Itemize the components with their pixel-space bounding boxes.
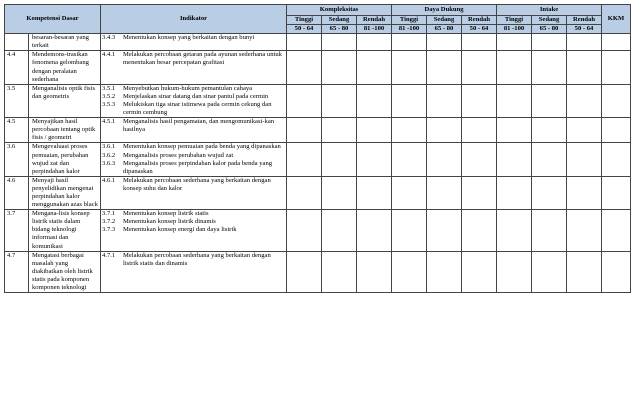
kkm-cell: [602, 118, 631, 143]
kd-number: 4.4: [5, 51, 29, 84]
score-cell: [322, 176, 357, 209]
score-cell: [322, 143, 357, 176]
indikator-text: Menentukan konsep yang berkaitan dengan bunyi: [123, 34, 255, 42]
table-body: [5, 34, 631, 293]
indikator-item: [102, 177, 285, 193]
score-cell: [357, 51, 392, 84]
score-cell: [497, 34, 532, 51]
score-cell: [532, 210, 567, 251]
indikator-number: 4.6.1: [102, 176, 116, 184]
kd-number: [5, 34, 29, 51]
score-cell: [322, 51, 357, 84]
level-label: Tinggi: [287, 16, 322, 25]
score-cell: [427, 51, 462, 84]
indikator-number: 3.5.3: [102, 100, 116, 108]
indikator-text: Melakukan percobaan sederhana yang berkaitan dengan listrik statis dan dinamis: [123, 251, 271, 267]
score-cell: [357, 84, 392, 117]
score-cell: [357, 118, 392, 143]
indikator-text: Menentukan konsep pemuaian pada benda yang dipanaskan: [123, 143, 281, 151]
indikator-text: Menentukan konsep listrik statis: [123, 210, 209, 218]
indikator-text: Menganalisis proses perpindahan kalor pada benda yang dipanaskan: [123, 159, 273, 175]
score-cell: [567, 51, 602, 84]
indikator-text: Melukiskan tiga sinar istimewa pada cermin cekung dan cermin cembung: [123, 100, 272, 117]
score-cell: [357, 34, 392, 51]
kd-description: Mendemons-trasikan fenomena gelombang dengan peralatan sederhana: [29, 51, 101, 84]
indikator-text: Menyebutkan hukum-hukum pemantulan cahaya: [123, 84, 253, 92]
table-row: [5, 210, 631, 251]
indikator-item: [102, 252, 285, 268]
indikator-cell: [101, 143, 287, 176]
indikator-number: 4.5.1: [102, 118, 116, 126]
kd-number: 3.5: [5, 84, 29, 117]
kkm-cell: [602, 143, 631, 176]
indikator-item: [102, 85, 285, 93]
table-row: [5, 118, 631, 143]
header-kompetensi-dasar: Kompetensi Dasar: [5, 5, 101, 34]
indikator-text: Menentukan konsep energi dan daya listrik: [123, 226, 237, 234]
table-row: [5, 84, 631, 117]
indikator-number: 3.6.2: [102, 151, 116, 159]
score-cell: [322, 210, 357, 251]
kkm-table: [4, 4, 631, 293]
kd-description: Menyaji hasil penyelidikan mengenai perpindahan kalor menggunakan azas black: [29, 176, 101, 209]
score-cell: [532, 118, 567, 143]
kd-description: Menyajikan hasil percobaan tentang optik fisis / geometri: [29, 118, 101, 143]
range-label: 65 - 80: [427, 25, 462, 34]
header-indikator: Indikator: [101, 5, 287, 34]
score-cell: [427, 143, 462, 176]
score-cell: [322, 84, 357, 117]
score-cell: [532, 51, 567, 84]
indikator-item: [102, 51, 285, 67]
table-row: [5, 51, 631, 84]
score-cell: [462, 118, 497, 143]
score-cell: [392, 84, 427, 117]
score-cell: [392, 210, 427, 251]
kd-description: Mengatasi berbagai masalah yang diakibatkan oleh listrik statis pada komponen komponen teknologi: [29, 251, 101, 292]
score-cell: [322, 251, 357, 292]
score-cell: [322, 118, 357, 143]
header-intake: Intake: [497, 5, 602, 16]
indikator-item: [102, 152, 285, 160]
score-cell: [427, 84, 462, 117]
indikator-number: 3.6.3: [102, 159, 116, 167]
score-cell: [357, 210, 392, 251]
score-cell: [462, 251, 497, 292]
score-cell: [322, 34, 357, 51]
score-cell: [427, 176, 462, 209]
level-label: Sedang: [427, 16, 462, 25]
score-cell: [462, 34, 497, 51]
indikator-item: [102, 160, 285, 176]
range-label: 50 - 64: [567, 25, 602, 34]
table-row: [5, 143, 631, 176]
header-daya-dukung: Daya Dukung: [392, 5, 497, 16]
table-header: [5, 5, 631, 34]
score-cell: [392, 34, 427, 51]
score-cell: [567, 143, 602, 176]
score-cell: [462, 84, 497, 117]
score-cell: [392, 176, 427, 209]
indikator-number: 3.5.2: [102, 92, 116, 100]
score-cell: [532, 251, 567, 292]
kkm-cell: [602, 176, 631, 209]
indikator-number: 3.5.1: [102, 84, 116, 92]
range-label: 81 -100: [497, 25, 532, 34]
score-cell: [462, 176, 497, 209]
score-cell: [392, 251, 427, 292]
indikator-text: Melakukan percobaan sederhana yang berkaitan dengan konsep suhu dan kalor: [123, 176, 271, 192]
score-cell: [427, 251, 462, 292]
indikator-text: Menganalisis proses perubahan wujud zat: [123, 151, 234, 159]
table-row: [5, 251, 631, 292]
score-cell: [427, 210, 462, 251]
score-cell: [392, 51, 427, 84]
indikator-text: Menjelaskan sinar datang dan sinar pantul pada cermin: [123, 92, 269, 100]
kkm-cell: [602, 210, 631, 251]
score-cell: [532, 34, 567, 51]
score-cell: [532, 84, 567, 117]
kd-number: 3.7: [5, 210, 29, 251]
indikator-item: [102, 226, 285, 234]
indikator-text: Menganalisis hasil pengamatan, dan mengomunikasi-kan hasilnya: [123, 118, 275, 134]
level-label: Rendah: [567, 16, 602, 25]
level-label: Rendah: [462, 16, 497, 25]
indikator-cell: [101, 210, 287, 251]
indikator-item: [102, 118, 285, 134]
score-cell: [357, 143, 392, 176]
indikator-cell: [101, 84, 287, 117]
score-cell: [497, 118, 532, 143]
score-cell: [462, 143, 497, 176]
kd-description: Menganalisis optik fisis dan geometris: [29, 84, 101, 117]
indikator-number: 4.4.1: [102, 51, 116, 59]
indikator-item: [102, 101, 285, 117]
score-cell: [287, 34, 322, 51]
score-cell: [462, 51, 497, 84]
score-cell: [497, 210, 532, 251]
indikator-cell: [101, 176, 287, 209]
indikator-number: 3.7.2: [102, 218, 116, 226]
score-cell: [497, 251, 532, 292]
indikator-item: [102, 34, 285, 42]
range-label: 65 - 80: [322, 25, 357, 34]
score-cell: [532, 143, 567, 176]
kkm-cell: [602, 84, 631, 117]
score-cell: [497, 143, 532, 176]
score-cell: [462, 210, 497, 251]
range-label: 50 - 64: [287, 25, 322, 34]
indikator-cell: [101, 118, 287, 143]
indikator-item: [102, 93, 285, 101]
table-row: [5, 34, 631, 51]
kd-number: 4.7: [5, 251, 29, 292]
score-cell: [567, 84, 602, 117]
score-cell: [497, 176, 532, 209]
score-cell: [567, 176, 602, 209]
score-cell: [287, 84, 322, 117]
score-cell: [287, 251, 322, 292]
indikator-text: Menentukan konsep listrik dinamis: [123, 218, 216, 226]
kd-description: Mengevaluasi proses pemuaian, perubahan wujud zat dan perpindahan kalor: [29, 143, 101, 176]
kkm-cell: [602, 251, 631, 292]
kd-number: 3.6: [5, 143, 29, 176]
indikator-number: 3.6.1: [102, 143, 116, 151]
score-cell: [427, 118, 462, 143]
range-label: 81 -100: [392, 25, 427, 34]
indikator-number: 3.7.3: [102, 226, 116, 234]
score-cell: [287, 210, 322, 251]
indikator-cell: [101, 51, 287, 84]
score-cell: [287, 176, 322, 209]
score-cell: [497, 51, 532, 84]
header-kkm: KKM: [602, 5, 631, 34]
score-cell: [567, 118, 602, 143]
indikator-number: 3.4.3: [102, 34, 116, 42]
score-cell: [357, 251, 392, 292]
range-label: 81 -100: [357, 25, 392, 34]
indikator-item: [102, 210, 285, 218]
indikator-item: [102, 218, 285, 226]
level-label: Tinggi: [497, 16, 532, 25]
range-label: 50 - 64: [462, 25, 497, 34]
indikator-number: 3.7.1: [102, 210, 116, 218]
indikator-cell: [101, 34, 287, 51]
range-label: 65 - 80: [532, 25, 567, 34]
score-cell: [532, 176, 567, 209]
level-label: Tinggi: [392, 16, 427, 25]
indikator-text: Melakukan percobaan getaran pada ayunan sederhana untuk menentukan besar percepatan grafitasi: [123, 51, 282, 67]
score-cell: [567, 210, 602, 251]
indikator-number: 4.7.1: [102, 251, 116, 259]
indikator-item: [102, 143, 285, 151]
kd-number: 4.5: [5, 118, 29, 143]
score-cell: [392, 118, 427, 143]
score-cell: [392, 143, 427, 176]
kd-description: besaran-besaran yang terkait: [29, 34, 101, 51]
kd-number: 4.6: [5, 176, 29, 209]
kkm-cell: [602, 34, 631, 51]
score-cell: [287, 143, 322, 176]
score-cell: [427, 34, 462, 51]
table-row: [5, 176, 631, 209]
score-cell: [357, 176, 392, 209]
kd-description: Mengana-lisis konsep listrik statis dalam bidang teknologi informasi dan komunikasi: [29, 210, 101, 251]
header-kompleksitas: Kompleksitas: [287, 5, 392, 16]
score-cell: [497, 84, 532, 117]
level-label: Sedang: [532, 16, 567, 25]
indikator-cell: [101, 251, 287, 292]
score-cell: [567, 251, 602, 292]
kkm-cell: [602, 51, 631, 84]
score-cell: [567, 34, 602, 51]
level-label: Sedang: [322, 16, 357, 25]
score-cell: [287, 51, 322, 84]
level-label: Rendah: [357, 16, 392, 25]
score-cell: [287, 118, 322, 143]
